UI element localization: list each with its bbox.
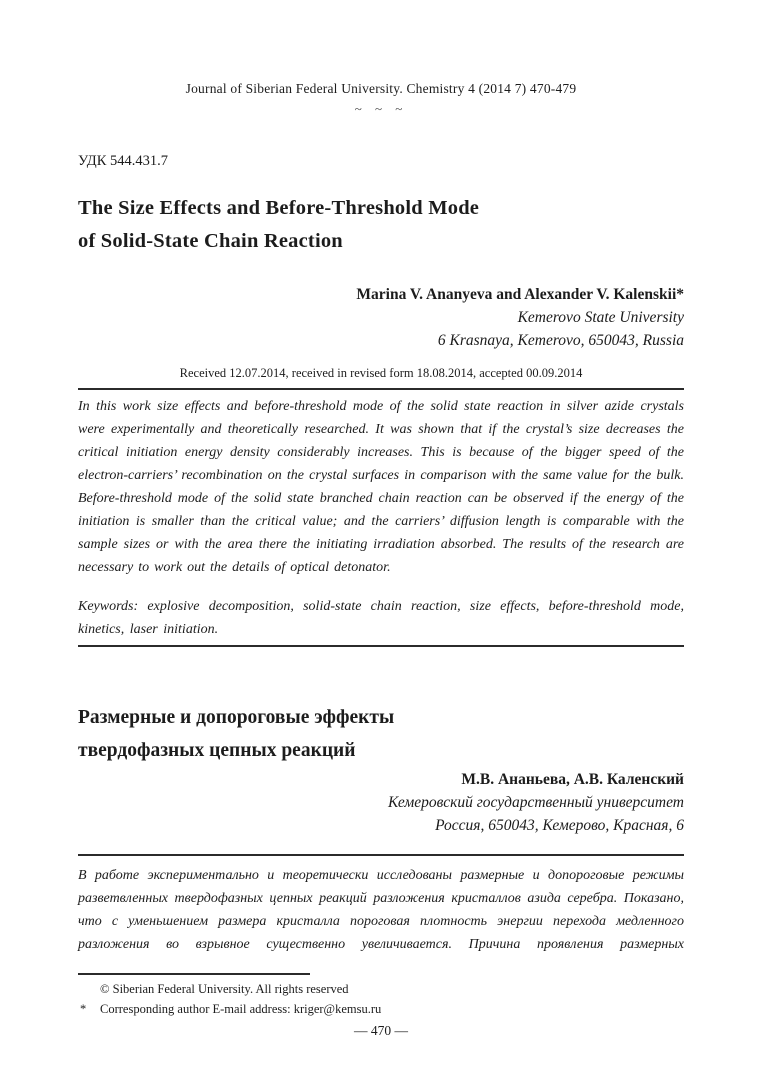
divider-ru-abstract bbox=[78, 854, 684, 856]
corresponding-author-text: Corresponding author E-mail address: kriger@kemsu.ru bbox=[100, 1002, 382, 1016]
udc-number: УДК 544.431.7 bbox=[78, 153, 168, 169]
corresponding-author-line bbox=[78, 999, 684, 1019]
footnote-rule bbox=[78, 973, 310, 975]
article-title-ru-line2: твердофазных цепных реакций bbox=[78, 740, 356, 761]
page-number: — 470 — bbox=[354, 1023, 408, 1038]
affiliation-ru-line2: Россия, 650043, Кемерово, Красная, 6 bbox=[435, 817, 684, 834]
article-title-ru bbox=[78, 701, 684, 767]
affiliation-ru-line1: Кемеровский государственный университет bbox=[388, 794, 684, 811]
affiliation-en-line2: 6 Krasnaya, Kemerovo, 650043, Russia bbox=[437, 332, 684, 349]
divider-top bbox=[78, 388, 684, 390]
article-title-ru-line1: Размерные и допороговые эффекты bbox=[78, 707, 395, 728]
received-dates: Received 12.07.2014, received in revised form 18.08.2014, accepted 00.09.2014 bbox=[179, 366, 583, 380]
authors-en: Marina V. Ananyeva and Alexander V. Kalenskii* bbox=[356, 286, 684, 303]
article-title-en bbox=[78, 192, 684, 258]
authors-ru: М.В. Ананьева, А.В. Каленский bbox=[461, 771, 684, 788]
header-ornament: ~ ~ ~ bbox=[354, 101, 408, 116]
asterisk-marker: * bbox=[80, 1002, 87, 1016]
abstract-ru: В работе экспериментально и теоретически исследованы размерные и допороговые режимы разветвленных твердофазных цепных реакций разложения кристаллов азида серебра. Показано, что с уменьшением размера кристалла пороговая плотность энергии перехода медленного разложения во взрывное существенно увеличивается. Причина проявления размерных bbox=[78, 868, 684, 952]
copyright-line: © Siberian Federal University. All rights reserved bbox=[100, 982, 349, 996]
article-title-en-line2: of Solid-State Chain Reaction bbox=[78, 230, 343, 252]
affiliation-en-line1: Kemerovo State University bbox=[517, 309, 684, 326]
footnote-block bbox=[78, 973, 684, 1019]
abstract-en: In this work size effects and before-threshold mode of the solid state reaction in silver azide crystals were experimentally and theoretically researched. It was shown that if the crystal’s size decreases the critical initiation energy density considerably increases. This is because of the bigger speed of the electron-carriers’ recombination on the crystal surfaces in comparison with the same value for the bulk. Before-threshold mode of the solid state branched chain reaction can be observed if the energy of the initiation is smaller than the critical value; and the carriers’ diffusion length is comparable with the sample sizes or with the area there the initiating irradiation absorbed. The results of the research are necessary to work out the details of optical detonator. bbox=[78, 399, 684, 575]
keywords-en: Keywords: explosive decomposition, solid-state chain reaction, size effects, before-threshold mode, kinetics, laser initiation. bbox=[78, 599, 684, 637]
divider-middle bbox=[78, 645, 684, 647]
journal-header: Journal of Siberian Federal University. Chemistry 4 (2014 7) 470-479 bbox=[185, 81, 577, 96]
article-title-en-line1: The Size Effects and Before-Threshold Mode bbox=[78, 197, 480, 219]
